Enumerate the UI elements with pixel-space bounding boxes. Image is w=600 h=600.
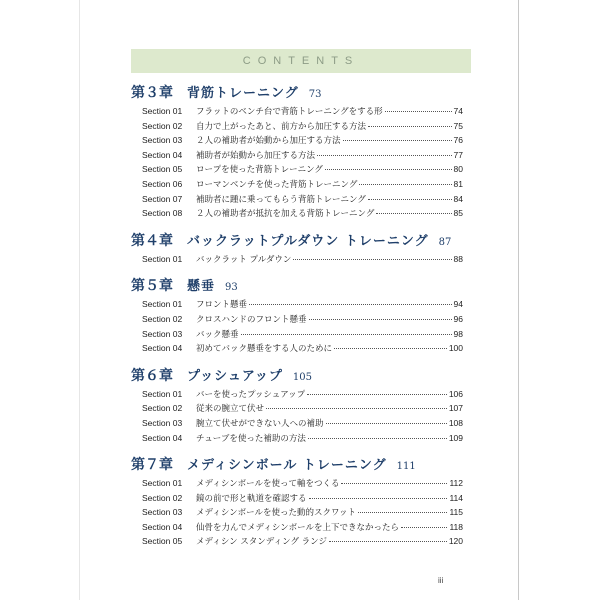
toc-entry[interactable]: [131, 341, 463, 356]
section-page-number: 77: [453, 149, 463, 160]
section-page-number: 100: [448, 343, 463, 354]
dot-leader: [334, 348, 447, 349]
section-page-number: 118: [449, 521, 463, 532]
dot-leader: [241, 334, 452, 335]
section-page-number: 80: [453, 164, 463, 175]
section-title: 初めてバック懸垂をする人のために: [196, 344, 333, 355]
section-label: Section 03: [142, 328, 183, 339]
chapter-page-number: 105: [292, 371, 313, 383]
section-title: ２人の補助者が抵抗を加える背筋トレーニング: [196, 209, 375, 220]
section-label: Section 04: [142, 149, 183, 160]
section-page-number: 76: [453, 135, 463, 146]
dot-leader: [358, 512, 447, 513]
toc-entry[interactable]: [131, 416, 463, 431]
section-title: バーを使ったプッシュアップ: [196, 389, 306, 400]
toc-entry[interactable]: [131, 148, 463, 163]
page-folio: iii: [438, 576, 444, 585]
section-page-number: 107: [448, 403, 463, 414]
section-label: Section 05: [142, 536, 183, 547]
dot-leader: [359, 184, 451, 185]
dot-leader: [308, 438, 447, 439]
dot-leader: [249, 304, 452, 305]
dot-leader: [368, 199, 452, 200]
dot-leader: [368, 126, 452, 127]
section-label: Section 03: [142, 135, 183, 146]
section-title: ローマンベンチを使った背筋トレーニング: [196, 179, 358, 190]
section-label: Section 02: [142, 492, 183, 503]
toc-entry[interactable]: [131, 520, 463, 535]
section-label: Section 05: [142, 164, 183, 175]
toc-entry[interactable]: [131, 192, 463, 207]
chapter-page-number: 73: [308, 89, 322, 100]
chapter-heading[interactable]: [131, 363, 463, 387]
table-of-contents: [131, 80, 463, 556]
chapter-number: 第５章: [131, 278, 173, 295]
section-title: クロスハンドのフロント懸垂: [196, 314, 307, 325]
section-page-number: 81: [453, 178, 463, 189]
section-title: メディシン スタンディング ランジ: [196, 537, 327, 548]
section-title: チューブを使った補助の方法: [196, 433, 306, 444]
section-title: 従来の腕立て伏せ: [196, 404, 265, 415]
section-label: Section 01: [142, 253, 183, 264]
dot-leader: [307, 394, 447, 395]
section-label: Section 01: [142, 388, 183, 399]
chapter-number: 第７章: [131, 457, 173, 474]
dot-leader: [293, 259, 451, 260]
chapter-title: プッシュアップ: [187, 368, 283, 384]
section-page-number: 115: [449, 507, 463, 518]
toc-entry[interactable]: [131, 206, 463, 221]
section-title: 仙骨を力んでメディシンボールを上下できなかったら: [196, 522, 399, 533]
section-page-number: 114: [449, 492, 463, 503]
section-page-number: 106: [448, 388, 463, 399]
contents-banner: CONTENTS: [131, 49, 471, 73]
section-label: Section 06: [142, 178, 183, 189]
section-label: Section 07: [142, 193, 183, 204]
toc-entry[interactable]: [131, 177, 463, 192]
toc-entry[interactable]: [131, 387, 463, 402]
section-title: 自力で上がったあと、前方から加圧する方法: [196, 121, 367, 132]
chapter-heading[interactable]: [131, 228, 463, 252]
toc-entry[interactable]: [131, 505, 463, 520]
section-page-number: 98: [453, 328, 463, 339]
chapter-title: 背筋トレーニング: [187, 86, 299, 101]
chapter-heading[interactable]: [131, 452, 463, 476]
chapter-page-number: 87: [438, 236, 452, 248]
chapter-title: 懸垂: [187, 279, 216, 295]
section-title: フロント懸垂: [196, 300, 248, 311]
section-title: フラットのベンチ台で背筋トレーニングをする形: [196, 107, 383, 117]
toc-entry[interactable]: [131, 119, 463, 134]
section-label: Section 01: [142, 478, 183, 489]
toc-entry[interactable]: [131, 327, 463, 342]
toc-entry[interactable]: [131, 476, 463, 491]
section-label: Section 02: [142, 313, 183, 324]
section-title: 補助者に踵に乗ってもらう背筋トレーニング: [196, 194, 366, 205]
dot-leader: [343, 140, 452, 141]
toc-entry[interactable]: [131, 104, 463, 119]
section-label: Section 04: [142, 521, 183, 532]
chapter-page-number: 93: [225, 282, 238, 294]
section-page-number: 96: [453, 313, 463, 324]
section-page-number: 94: [453, 299, 463, 310]
section-page-number: 88: [453, 253, 463, 264]
chapter-heading[interactable]: [131, 273, 463, 297]
section-page-number: 120: [448, 536, 463, 547]
section-page-number: 85: [453, 208, 463, 219]
section-label: Section 01: [142, 106, 183, 116]
chapter-block: [131, 273, 463, 355]
section-title: バックラット プルダウン: [196, 254, 292, 265]
section-label: Section 04: [142, 343, 183, 354]
section-title: メディシンボールを使った動的スクワット: [196, 508, 357, 519]
book-page: [79, 0, 519, 600]
section-page-number: 75: [453, 120, 463, 131]
section-page-number: 84: [453, 193, 463, 204]
section-label: Section 04: [142, 432, 183, 443]
section-page-number: 74: [453, 106, 463, 116]
section-label: Section 02: [142, 120, 183, 131]
toc-entry[interactable]: [131, 252, 463, 267]
dot-leader: [385, 111, 452, 112]
section-title: ロープを使った背筋トレーニング: [196, 165, 323, 176]
toc-entry[interactable]: [131, 431, 463, 446]
toc-entry[interactable]: [131, 297, 463, 312]
dot-leader: [326, 423, 447, 424]
section-title: バック懸垂: [196, 329, 239, 340]
chapter-number: 第４章: [131, 232, 173, 249]
chapter-number: 第６章: [131, 367, 173, 384]
dot-leader: [376, 213, 451, 214]
section-label: Section 08: [142, 208, 183, 219]
chapter-page-number: 111: [396, 461, 416, 473]
section-page-number: 112: [449, 478, 463, 489]
section-title: 腕立て伏せができない人への補助: [196, 418, 324, 429]
toc-entry[interactable]: [131, 534, 463, 549]
toc-entry[interactable]: [131, 133, 463, 148]
section-title: 鏡の前で形と軌道を確認する: [196, 493, 307, 504]
dot-leader: [266, 408, 447, 409]
chapter-block: [131, 80, 463, 221]
section-page-number: 109: [448, 432, 463, 443]
toc-entry[interactable]: [131, 401, 463, 416]
section-label: Section 02: [142, 403, 183, 414]
section-label: Section 03: [142, 507, 183, 518]
dot-leader: [341, 483, 447, 484]
section-title: ２人の補助者が始動から加圧する方法: [196, 136, 341, 147]
chapter-title: メディシンボール トレーニング: [187, 458, 387, 474]
dot-leader: [329, 541, 447, 542]
dot-leader: [317, 155, 452, 156]
toc-entry[interactable]: [131, 491, 463, 506]
chapter-block: [131, 363, 463, 445]
section-title: 補助者が始動から加圧する方法: [196, 150, 316, 161]
dot-leader: [309, 498, 448, 499]
toc-entry[interactable]: [131, 162, 463, 177]
chapter-block: [131, 452, 463, 549]
chapter-heading[interactable]: [131, 80, 463, 104]
chapter-block: [131, 228, 463, 267]
dot-leader: [401, 527, 447, 528]
dot-leader: [325, 169, 452, 170]
toc-entry[interactable]: [131, 312, 463, 327]
section-label: Section 03: [142, 417, 183, 428]
chapter-number: 第３章: [131, 85, 173, 101]
section-title: メディシンボールを使って軸をつくる: [196, 479, 340, 490]
section-label: Section 01: [142, 299, 183, 310]
section-page-number: 108: [448, 417, 463, 428]
chapter-title: バックラットプルダウン トレーニング: [187, 233, 429, 249]
dot-leader: [309, 319, 452, 320]
